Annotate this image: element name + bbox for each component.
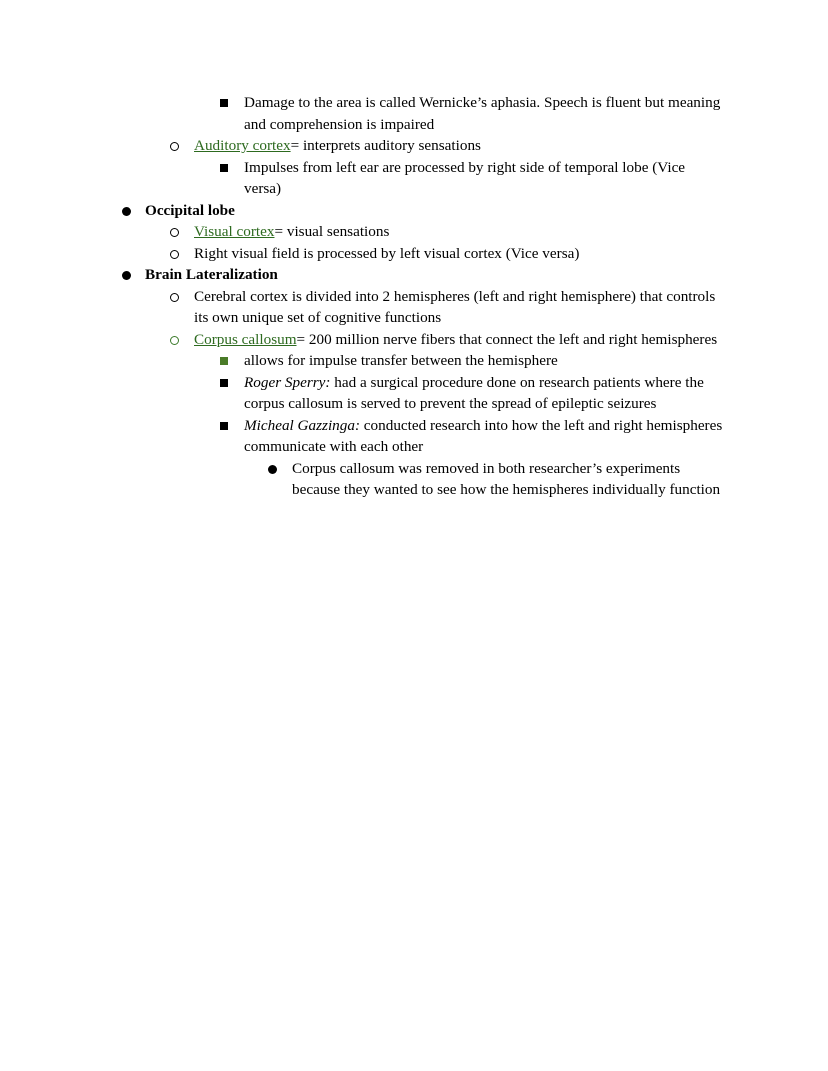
bullet-square-green-icon bbox=[220, 357, 228, 365]
text-run: Impulses from left ear are processed by right side of temporal lobe (Vice versa) bbox=[244, 158, 686, 197]
text-run: = 200 million nerve fibers that connect the left and right hemispheres bbox=[296, 330, 718, 348]
outline-item-text bbox=[244, 157, 724, 200]
outline-item bbox=[0, 92, 828, 135]
text-run: conducted research into how the left and right hemispheres communicate with each other bbox=[244, 416, 723, 455]
bullet-circle-icon bbox=[170, 142, 179, 151]
outline-item bbox=[0, 135, 828, 157]
text-run: Brain Lateralization bbox=[145, 266, 278, 283]
bullet-circle-green-icon bbox=[170, 336, 179, 345]
bullet-circle-icon bbox=[170, 250, 179, 259]
text-run: Right visual field is processed by left visual cortex (Vice versa) bbox=[194, 244, 580, 262]
text-run: allows for impulse transfer between the hemisphere bbox=[244, 352, 558, 369]
glossary-term[interactable]: Auditory cortex bbox=[194, 137, 291, 154]
outline-item-text bbox=[244, 372, 724, 415]
bullet-square-icon bbox=[220, 164, 228, 172]
outline-item-text bbox=[244, 415, 724, 458]
bullet-square-icon bbox=[220, 422, 228, 430]
bullet-disc-icon bbox=[122, 207, 131, 216]
text-run: Cerebral cortex is divided into 2 hemispheres (left and right hemisphere) that controls its own unique set of cognitive functions bbox=[194, 287, 716, 326]
bullet-square-icon bbox=[220, 379, 228, 387]
outline-item bbox=[0, 458, 828, 501]
outline-item-text bbox=[194, 135, 729, 157]
text-run: Corpus callosum was removed in both researcher’s experiments because they wanted to see how the hemispheres individually function bbox=[292, 459, 721, 498]
text-run: = interprets auditory sensations bbox=[290, 137, 481, 154]
bullet-circle-icon bbox=[170, 293, 179, 302]
outline-item-text bbox=[145, 264, 725, 286]
outline-item bbox=[0, 350, 828, 372]
outline-item-text bbox=[194, 286, 729, 329]
outline-item bbox=[0, 221, 828, 243]
bullet-circle-icon bbox=[170, 228, 179, 237]
outline-item bbox=[0, 372, 828, 415]
outline-item bbox=[0, 157, 828, 200]
outline-item-text bbox=[194, 243, 729, 265]
outline-item bbox=[0, 286, 828, 329]
outline-item bbox=[0, 329, 828, 351]
text-run: Occipital lobe bbox=[145, 201, 235, 219]
glossary-term[interactable]: Corpus callosum bbox=[194, 330, 297, 348]
text-run: Micheal Gazzinga: bbox=[244, 416, 360, 434]
outline-item bbox=[0, 200, 828, 222]
bullet-disc-icon bbox=[268, 465, 277, 474]
outline-item-text bbox=[244, 92, 724, 135]
outline-item bbox=[0, 264, 828, 286]
outline-item bbox=[0, 243, 828, 265]
outline-item-text bbox=[194, 329, 729, 351]
text-run: = visual sensations bbox=[274, 223, 390, 240]
notes-outline bbox=[0, 92, 828, 501]
outline-item-text bbox=[194, 221, 729, 243]
outline-item-text bbox=[244, 350, 724, 372]
bullet-square-icon bbox=[220, 99, 228, 107]
text-run: had a surgical procedure done on research patients where the corpus callosum is served to prevent the spread of epileptic seizures bbox=[244, 373, 704, 412]
text-run: Damage to the area is called Wernicke’s aphasia. Speech is fluent but meaning and comprehension is impaired bbox=[244, 94, 721, 133]
outline-item bbox=[0, 415, 828, 458]
outline-list bbox=[0, 92, 828, 501]
outline-item-text bbox=[145, 200, 725, 222]
glossary-term[interactable]: Visual cortex bbox=[194, 223, 275, 240]
bullet-disc-icon bbox=[122, 271, 131, 280]
outline-item-text bbox=[292, 458, 722, 501]
text-run: Roger Sperry: bbox=[244, 373, 331, 391]
